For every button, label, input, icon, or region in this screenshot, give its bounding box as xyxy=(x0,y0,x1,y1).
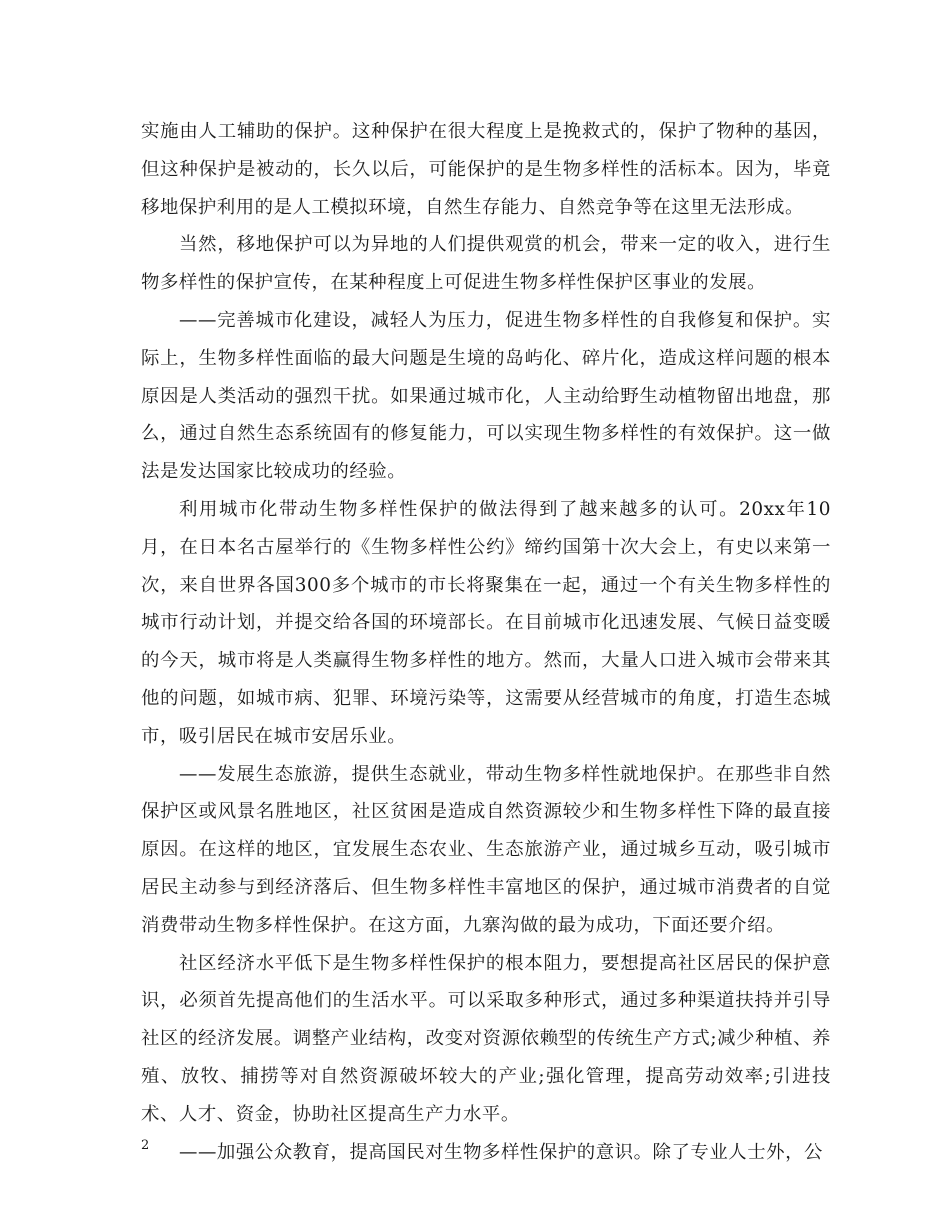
page-number: 2 xyxy=(141,1138,150,1153)
paragraph-3: ——完善城市化建设，减轻人为压力，促进生物多样性的自我修复和保护。实际上，生物多样性面临的最大问题是生境的岛屿化、碎片化，造成这样问题的根本原因是人类活动的强烈干扰。如果通过城市化，人主动给野生动植物留出地盘，那么，通过自然生态系统固有的修复能力，可以实现生物多样性的有效保护。这一做法是发达国家比较成功的经验。 xyxy=(141,309,831,483)
paragraph-1: 实施由人工辅助的保护。这种保护在很大程度上是挽救式的，保护了物种的基因，但这种保护是被动的，长久以后，可能保护的是生物多样性的活标本。因为，毕竟移地保护利用的是人工模拟环境，自然生存能力、自然竞争等在这里无法形成。 xyxy=(141,121,831,218)
paragraph-5: ——发展生态旅游，提供生态就业，带动生物多样性就地保护。在那些非自然保护区或风景名胜地区，社区贫困是造成自然资源较少和生物多样性下降的最直接原因。在这样的地区，宜发展生态农业、生态旅游产业，通过城乡互动，吸引城市居民主动参与到经济落后、但生物多样性丰富地区的保护，通过城市消费者的自觉消费带动生物多样性保护。在这方面，九寨沟做的最为成功，下面还要介绍。 xyxy=(141,763,831,936)
paragraph-4: 利用城市化带动生物多样性保护的做法得到了越来越多的认可。20xx年10月，在日本名古屋举行的《生物多样性公约》缔约国第十次大会上，有史以来第一次，来自世界各国300多个城市的市长将聚集在一起，通过一个有关生物多样性的城市行动计划，并提交给各国的环境部长。在目前城市化迅速发展、气候日益变暖的今天，城市将是人类赢得生物多样性的地方。然而，大量人口进入城市会带来其他的问题，如城市病、犯罪、环境污染等，这需要从经营城市的角度，打造生态城市，吸引居民在城市安居乐业。 xyxy=(141,498,831,747)
paragraph-2: 当然，移地保护可以为异地的人们提供观赏的机会，带来一定的收入，进行生物多样性的保护宣传，在某种程度上可促进生物多样性保护区事业的发展。 xyxy=(141,234,831,294)
document-body xyxy=(141,113,831,1171)
paragraph-6: 社区经济水平低下是生物多样性保护的根本阻力，要想提高社区居民的保护意识，必须首先提高他们的生活水平。可以采取多种形式，通过多种渠道扶持并引导社区的经济发展。调整产业结构，改变对资源依赖型的传统生产方式;减少种植、养殖、放牧、捕捞等对自然资源破坏较大的产业;强化管理，提高劳动效率;引进技术、人才、资金，协助社区提高生产力水平。 xyxy=(141,952,831,1125)
paragraph-7: ——加强公众教育，提高国民对生物多样性保护的意识。除了专业人士外，公 xyxy=(179,1141,823,1163)
